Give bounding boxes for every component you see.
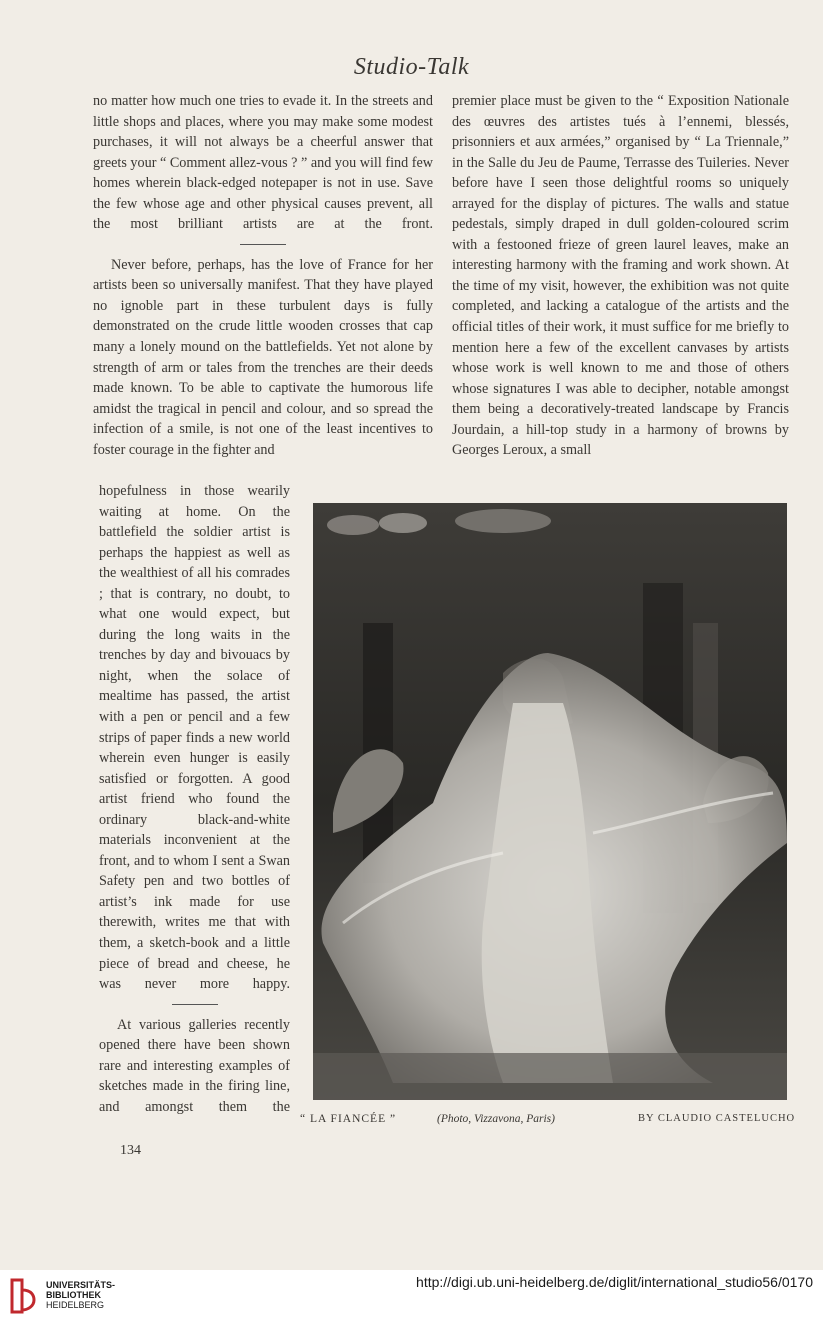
source-url[interactable]: http://digi.ub.uni-heidelberg.de/diglit/international_studio56/0170 — [416, 1274, 813, 1290]
paragraph-2-continued: hopefulness in those wearily waiting at home. On the battlefield the soldier artist is perhaps the happiest as well as the wealthiest of all his comrades ; that is contrary, no doubt, to what one would expect, but during the long waits in the trenches by day and bivouacs by night, when the solace of mealtime has passed, the artist with a pen or pencil and a few strips of paper finds a new world wherein even hunger is easily satisfied or forgotten. A good artist friend who found the ordinary black-and-white materials inconvenient at the front, and to whom I sent a Swan Safety pen and two bottles of artist’s ink made for use therewith, writes me that with them, a sketch-book and a little piece of bread and cheese, he was never more happy. — [99, 483, 290, 993]
logo-line-2: BIBLIOTHEK — [46, 1290, 101, 1300]
caption-photo-credit: (Photo, Vizzavona, Paris) — [437, 1113, 555, 1125]
footer-bar — [0, 1270, 823, 1322]
painting-illustration — [313, 503, 787, 1100]
page-number: 134 — [120, 1143, 141, 1158]
paragraph-3: At various galleries recently opened there have been shown rare and interesting examples of sketches made in the firing line, and amongst them the — [99, 1016, 290, 1115]
logo-line-1: UNIVERSITÄTS- — [46, 1280, 116, 1290]
section-divider — [240, 244, 286, 245]
library-logo-icon — [8, 1276, 38, 1316]
section-divider — [172, 1004, 218, 1005]
library-logo-text — [46, 1280, 115, 1310]
left-column-narrow — [99, 481, 290, 1117]
right-paragraph: premier place must be given to the “ Exposition Nationale des œuvres des artistes tués à l’ennemi, blessés, prisonniers et aux armées,” organised by “ La Triennale,” in the Salle du Jeu de Paume, Terrasse des Tuileries. Never before have I seen those delightful rooms so uniquely arrayed for the display of pictures. The walls and statue pedestals, simply draped in dull golden-coloured scrim with a festooned frieze of green laurel leaves, make an interesting harmony with the framing and work shown. At the time of my visit, however, the exhibition was not quite completed, and lacking a catalogue of the artists and the official titles of their work, it must suffice for me briefly to mention here a few of the excellent canvases by artists whose work is well known to me and those of others whose signatures I was able to decipher, notable amongst them being a decoratively-treated landscape by Francis Jourdain, a hill-top study in a harmony of browns by Georges Leroux, a small — [452, 93, 789, 459]
right-column — [452, 91, 789, 461]
paragraph-2: Never before, perhaps, has the love of France for her artists been so universally manifest. That they have played no ignoble part in these turbulent days is fully demonstrated on the crude little wooden crosses that cap many a lonely mound on the battlefields. Yet not alone by strength of arm or tales from the trenches are their deeds made known. To be able to captivate the humorous life amidst the tragical in pencil and colour, and so spread the infection of a smile, is not one of the least incentives to foster courage in the fighter and — [93, 256, 433, 458]
logo-line-3: HEIDELBERG — [46, 1300, 105, 1310]
caption-artist: BY CLAUDIO CASTELUCHO — [638, 1113, 796, 1124]
paragraph-1: no matter how much one tries to evade it. In the streets and little shops and places, where you may make some modest purchases, it will not always be a cheerful answer that greets your “ Comment allez-vous ? ” and you will find few homes wherein black-edged notepaper is not in use. Save the few whose age and other physical causes prevent, all the most brilliant artists are at the front. — [93, 93, 434, 233]
left-column-top — [93, 91, 433, 460]
painting-la-fiancee — [313, 503, 787, 1100]
caption-title: “ LA FIANCÉE ” — [300, 1113, 397, 1125]
running-title: Studio-Talk — [353, 54, 470, 80]
